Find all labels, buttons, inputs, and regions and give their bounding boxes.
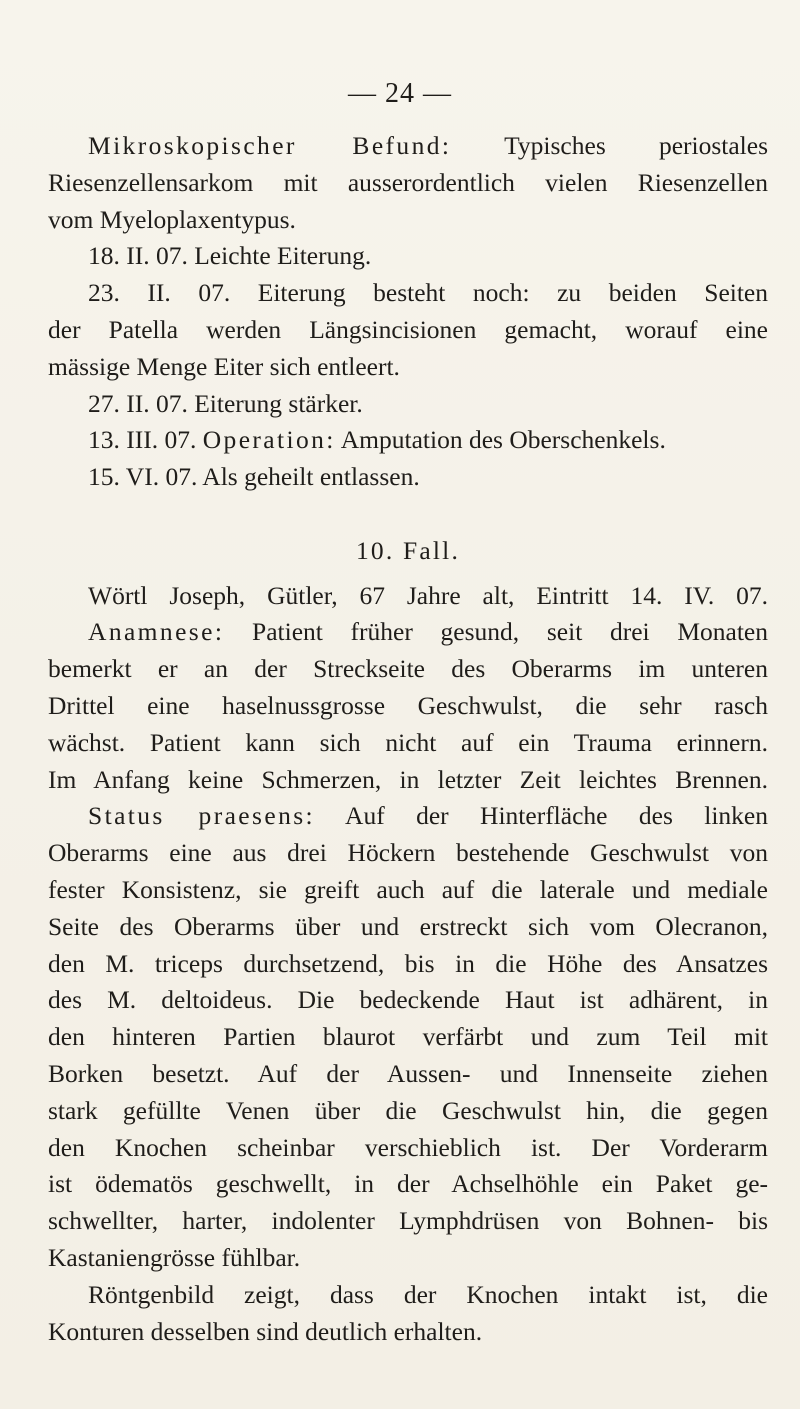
text-line: 23. II. 07. Eiterung besteht noch: zu beiden Seiten [88, 278, 768, 308]
case-heading: 10. Fall. [355, 535, 461, 565]
text-line: 15. VI. 07. Als geheilt entlassen. [88, 462, 420, 492]
section-label: Mikroskopischer Befund: [88, 131, 452, 160]
text-line: Drittel eine haselnussgrosse Geschwulst, die sehr rasch [48, 690, 768, 720]
text-line: 18. II. 07. Leichte Eiterung. [88, 241, 372, 271]
text-line: schwellter, harter, indolenter Lymphdrüsen von Bohnen- bis [48, 1206, 768, 1236]
spacer [48, 570, 768, 578]
text-line: stark gefüllte Venen über die Geschwulst hin, die gegen [48, 1095, 768, 1125]
text-line: bemerkt er an der Streckseite des Oberarms im unteren [48, 654, 768, 684]
text-line: Seite des Oberarms über und erstreckt sich vom Olecranon, [48, 911, 768, 941]
text-line: der Patella werden Längsincisionen gemacht, worauf eine [48, 314, 768, 344]
section-label: Operation: [202, 425, 336, 455]
body-text [48, 128, 768, 1350]
text-line: Mikroskopischer Befund: Typisches periostales [88, 131, 768, 160]
text-line: Anamnese: Patient früher gesund, seit drei Monaten [88, 617, 768, 647]
text-line: den hinteren Partien blaurot verfärbt und zum Teil mit [48, 1022, 768, 1052]
text-line: mässige Menge Eiter sich entleert. [48, 351, 400, 381]
text-line: wächst. Patient kann sich nicht auf ein Trauma erinnern. [48, 727, 768, 757]
text-line: den Knochen scheinbar verschieblich ist. Der Vorderarm [48, 1132, 768, 1162]
text-line: Im Anfang keine Schmerzen, in letzter Zeit leichtes Brennen. [48, 764, 768, 794]
text-line: des M. deltoideus. Die bedeckende Haut ist adhärent, in [48, 985, 768, 1015]
text-line: Oberarms eine aus drei Höckern bestehende Geschwulst von [48, 838, 768, 868]
text-line: 13. III. 07. Operation: Amputation des Oberschenkels. [88, 425, 666, 455]
text-line: Riesenzellensarkom mit ausserordentlich vielen Riesenzellen [48, 167, 768, 197]
page-number: — 24 — [348, 78, 452, 109]
text-line: vom Myeloplaxentypus. [48, 204, 296, 234]
text-line: 27. II. 07. Eiterung stärker. [88, 388, 363, 418]
spacer [48, 496, 768, 533]
text-line: den M. triceps durchsetzend, bis in die Höhe des Ansatzes [48, 948, 768, 978]
text-line: ist ödematös geschwellt, in der Achselhöhle ein Paket ge- [48, 1169, 768, 1199]
text-line: Borken besetzt. Auf der Aussen- und Innenseite ziehen [48, 1058, 768, 1088]
section-label: Status praesens: [88, 801, 316, 831]
text-line: Kastaniengrösse fühlbar. [48, 1242, 301, 1272]
section-label: Anamnese: [88, 617, 225, 647]
text-line: Status praesens: Auf der Hinterfläche des linken [88, 801, 769, 831]
text-line: Konturen desselben sind deutlich erhalten. [48, 1316, 483, 1346]
text-line: Röntgenbild zeigt, dass der Knochen intakt ist, die [88, 1279, 768, 1309]
text-line: fester Konsistenz, sie greift auch auf die laterale und mediale [48, 874, 768, 904]
text-line: Wörtl Joseph, Gütler, 67 Jahre alt, Eintritt 14. IV. 07. [88, 580, 768, 610]
